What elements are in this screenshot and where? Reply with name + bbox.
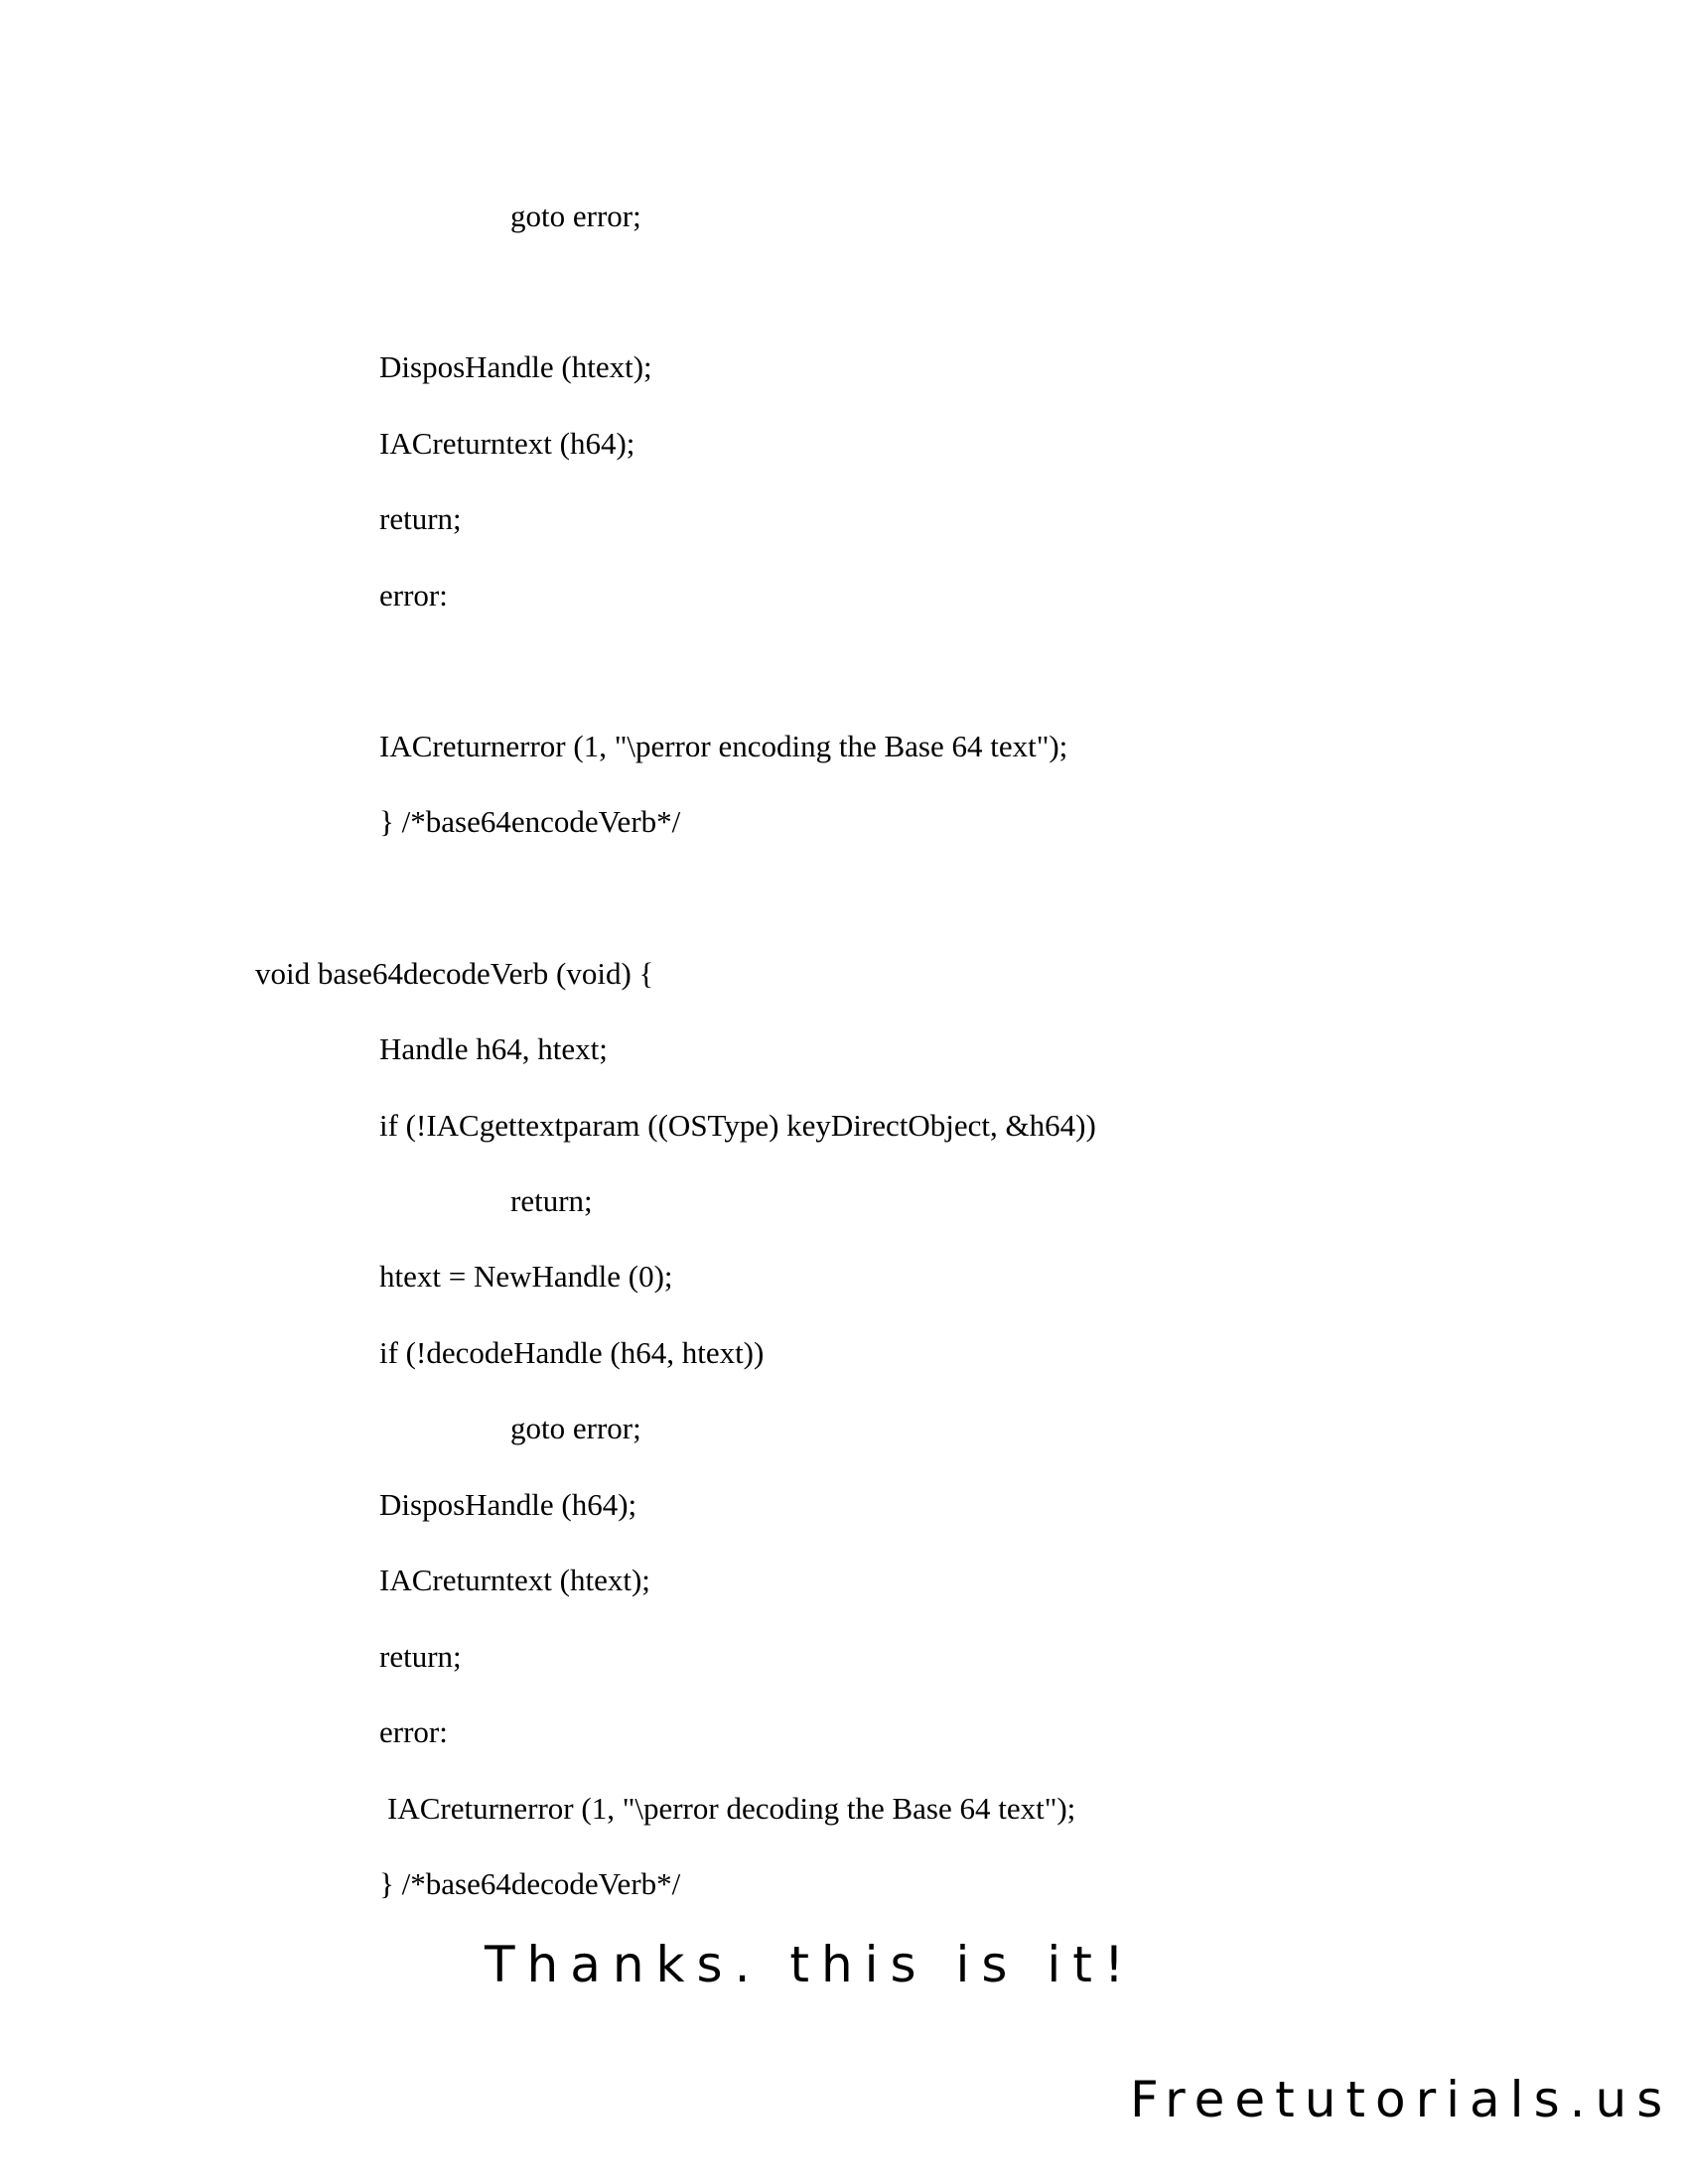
code-line-return-2: return; <box>510 1183 593 1218</box>
code-line-return-text-h64: IACreturntext (h64); <box>379 426 635 461</box>
closing-message: Thanks. this is it! <box>485 1936 1136 1993</box>
code-line-decode-verb-signature: void base64decodeVerb (void) { <box>255 956 654 991</box>
code-line-error-label-2: error: <box>379 1714 448 1749</box>
code-line-dispos-h64: DisposHandle (h64); <box>379 1487 637 1522</box>
code-line-if-decode-handle: if (!decodeHandle (h64, htext)) <box>379 1335 765 1370</box>
code-line-new-handle: htext = NewHandle (0); <box>379 1259 673 1294</box>
code-line-decode-verb-end: } /*base64decodeVerb*/ <box>379 1866 681 1901</box>
watermark-text: Freetutorials.us <box>1130 2071 1673 2128</box>
code-line-if-gettextparam: if (!IACgettextparam ((OSType) keyDirectObject, &h64)) <box>379 1108 1096 1143</box>
code-line-error-label-1: error: <box>379 578 448 613</box>
code-line-return-3: return; <box>379 1639 462 1674</box>
code-line-handle-decl: Handle h64, htext; <box>379 1031 608 1066</box>
code-line-goto-error-2: goto error; <box>510 1411 641 1445</box>
code-line-dispos-htext: DisposHandle (htext); <box>379 349 652 384</box>
code-line-return-1: return; <box>379 501 462 536</box>
code-line-goto-error-1: goto error; <box>510 199 641 233</box>
code-line-encode-error: IACreturnerror (1, "\perror encoding the Base 64 text"); <box>379 729 1068 763</box>
code-line-return-text-htext: IACreturntext (htext); <box>379 1563 650 1597</box>
code-line-decode-error: IACreturnerror (1, "\perror decoding the Base 64 text"); <box>387 1791 1076 1826</box>
code-line-encode-verb-end: } /*base64encodeVerb*/ <box>379 804 681 839</box>
